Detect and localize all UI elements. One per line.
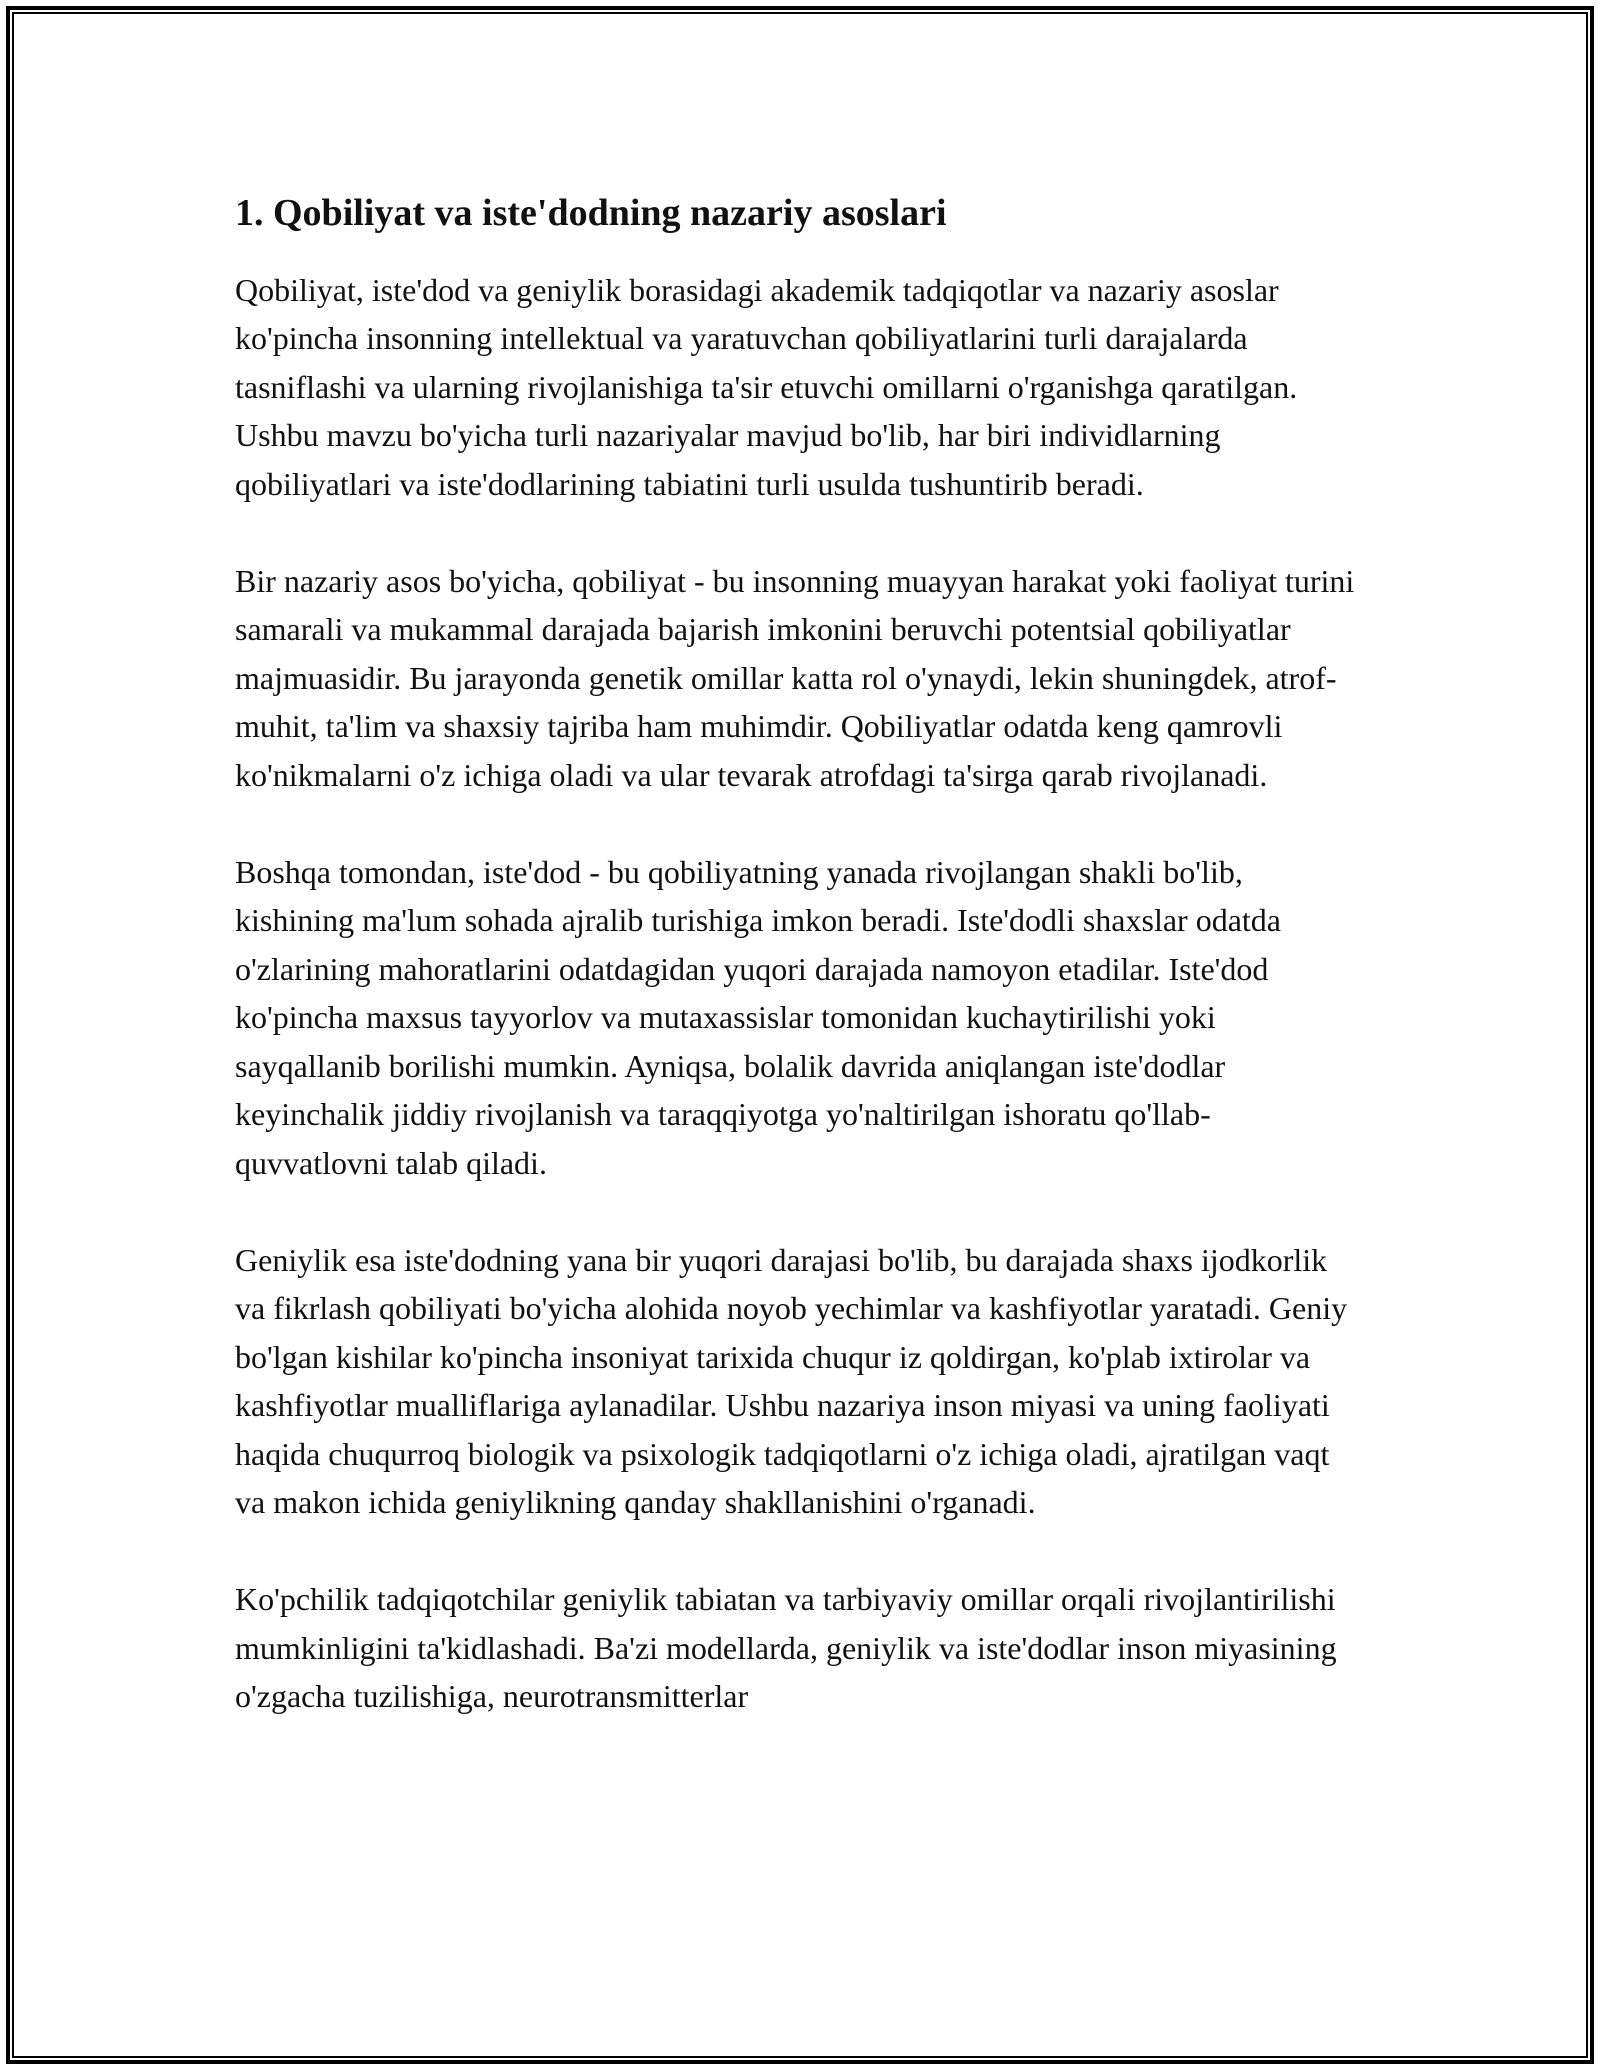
paragraph-2: Bir nazariy asos bo'yicha, qobiliyat - bu insonning muayyan harakat yoki faoliyat turini samarali va mukammal darajada bajarish imkonini beruvchi potentsial qobiliyatlar majmuasidir. Bu jarayonda genetik omillar katta rol o'ynaydi, lekin shuningdek, atrof-muhit, ta'lim va shaxsiy tajriba ham muhimdir. Qobiliyatlar odatda keng qamrovli ko'nikmalarni o'z ichiga oladi va ular tevarak atrofdagi ta'sirga qarab rivojlanadi. — [235, 563, 1355, 793]
paragraph-5: Ko'pchilik tadqiqotchilar geniylik tabiatan va tarbiyaviy omillar orqali rivojlantirilishi mumkinligini ta'kidlashadi. Ba'zi modellarda, geniylik va iste'dodlar inson miyasining o'zgacha tuzilishiga, neurotransmitterlar — [235, 1581, 1337, 1715]
paragraph-4: Geniylik esa iste'dodning yana bir yuqori darajasi bo'lib, bu darajada shaxs ijodkorlik va fikrlash qobiliyati bo'yicha alohida noyob yechimlar va kashfiyotlar yaratadi. Geniy bo'lgan kishilar ko'pincha insoniyat tarixida chuqur iz qoldirgan, ko'plab ixtirolar va kashfiyotlar mualliflariga aylanadilar. Ushbu nazariya inson miyasi va uning faoliyati haqida chuqurroq biologik va psixologik tadqiqotlarni o'z ichiga oladi, ajratilgan vaqt va makon ichida geniylikning qanday shakllanishini o'rganadi. — [235, 1241, 1348, 1520]
paragraph-1: Qobiliyat, iste'dod va geniylik borasidagi akademik tadqiqotlar va nazariy asoslar ko'pincha insonning intellektual va yaratuvchan qobiliyatlarini turli darajalarda tasniflashi va ularning rivojlanishiga ta'sir etuvchi omillarni o'rganishga qaratilgan. Ushbu mavzu bo'yicha turli nazariyalar mavjud bo'lib, har biri individlarning qobiliyatlari va iste'dodlarining tabiatini turli usulda tushuntirib beradi. — [235, 272, 1298, 502]
paragraph-3: Boshqa tomondan, iste'dod - bu qobiliyatning yanada rivojlangan shakli bo'lib, kishining ma'lum sohada ajralib turishiga imkon beradi. Iste'dodli shaxslar odatda o'zlarining mahoratlarini odatdagidan yuqori darajada namoyon etadilar. Iste'dod ko'pincha maxsus tayyorlov va mutaxassislar tomonidan kuchaytirilishi yoki sayqallanib borilishi mumkin. Ayniqsa, bolalik davrida aniqlangan iste'dodlar keyinchalik jiddiy rivojlanish va taraqqiyotga yo'naltirilgan ishoratu qo'llab-quvvatlovni talab qiladi. — [235, 854, 1281, 1181]
section-heading: 1. Qobiliyat va iste'dodning nazariy asoslari — [235, 192, 947, 234]
document-body — [235, 186, 1355, 1770]
